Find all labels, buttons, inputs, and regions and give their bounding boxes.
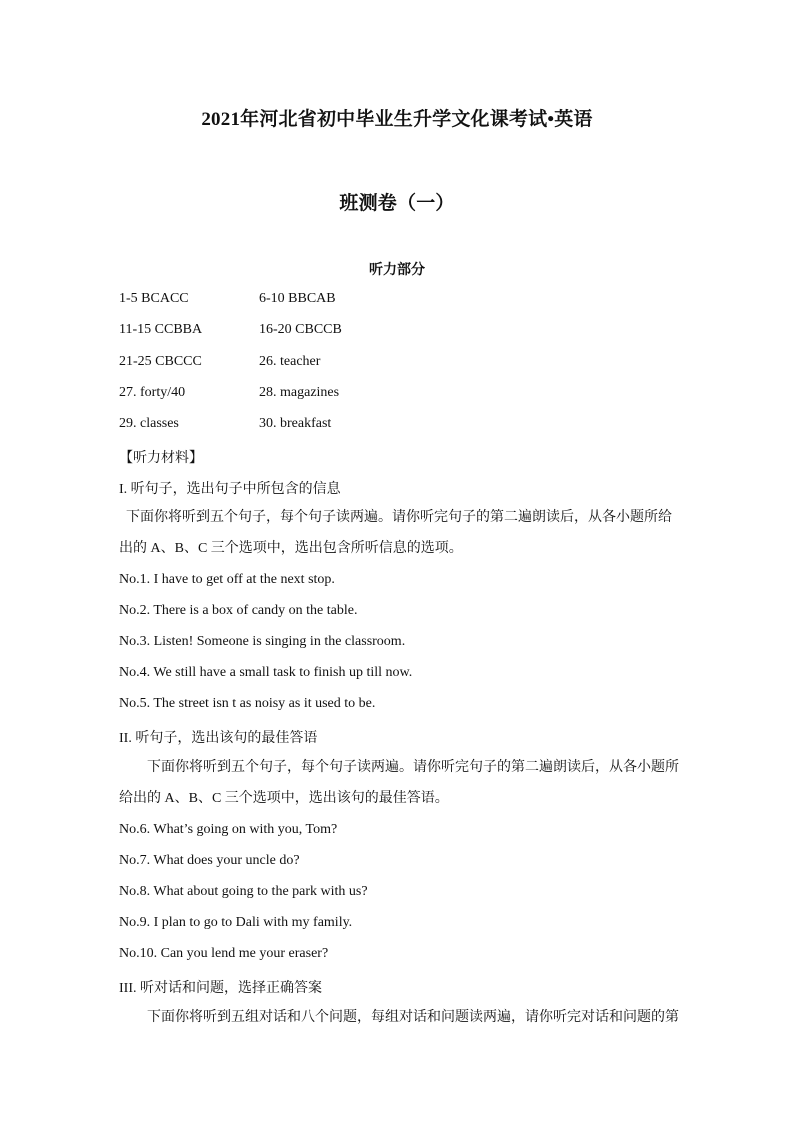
answer-left: 29. classes — [119, 416, 179, 431]
document-subtitle: 班测卷（一） — [339, 193, 455, 214]
answer-left: 11-15 CCBBA — [119, 322, 203, 337]
part1-item: No.4. We still have a small task to finish up till now. — [119, 665, 413, 680]
part1-heading: I. 听句子，选出句子中所包含的信息 — [119, 482, 341, 497]
part1-item: No.3. Listen! Someone is singing in the classroom. — [119, 634, 406, 649]
part2-item: No.7. What does your uncle do? — [119, 853, 300, 868]
part1-item: No.1. I have to get off at the next stop. — [119, 572, 335, 587]
material-label: 【听力材料】 — [119, 451, 203, 466]
part1-item: No.2. There is a box of candy on the table. — [119, 603, 358, 618]
part2-item: No.9. I plan to go to Dali with my family. — [119, 915, 353, 930]
part2-heading: II. 听句子，选出该句的最佳答语 — [119, 731, 318, 746]
section-heading: 听力部分 — [369, 263, 425, 278]
part2-instruction: 下面你将听到五个句子，每个句子读两遍。请你听完句子的第二遍朗读后，从各小题所给出的 A、B、C 三个选项中，选出该句的最佳答语。 — [119, 760, 679, 806]
part3-instruction: 下面你将听到五组对话和八个问题，每组对话和问题读两遍，请你听完对话和问题的第 — [147, 1010, 679, 1025]
part1-item: No.5. The street isn t as noisy as it used to be. — [119, 696, 376, 711]
answer-right: 26. teacher — [259, 354, 321, 369]
answer-right: 16-20 CBCCB — [259, 322, 342, 337]
answer-left: 27. forty/40 — [119, 385, 186, 400]
answer-right: 28. magazines — [259, 385, 340, 400]
answer-left: 21-25 CBCCC — [119, 354, 202, 369]
part1-instruction: 下面你将听到五个句子，每个句子读两遍。请你听完句子的第二遍朗读后，从各小题所给出的 A、B、C 三个选项中，选出包含所听信息的选项。 — [119, 510, 672, 556]
answer-left: 1-5 BCACC — [119, 291, 189, 306]
part3-heading: III. 听对话和问题，选择正确答案 — [119, 981, 322, 996]
document-title: 2021年河北省初中毕业生升学文化课考试•英语 — [201, 109, 593, 130]
part2-item: No.8. What about going to the park with us? — [119, 884, 368, 899]
part2-item: No.10. Can you lend me your eraser? — [119, 946, 329, 961]
answer-right: 30. breakfast — [259, 416, 332, 431]
part2-item: No.6. What’s going on with you, Tom? — [119, 822, 338, 837]
answer-right: 6-10 BBCAB — [259, 291, 336, 306]
